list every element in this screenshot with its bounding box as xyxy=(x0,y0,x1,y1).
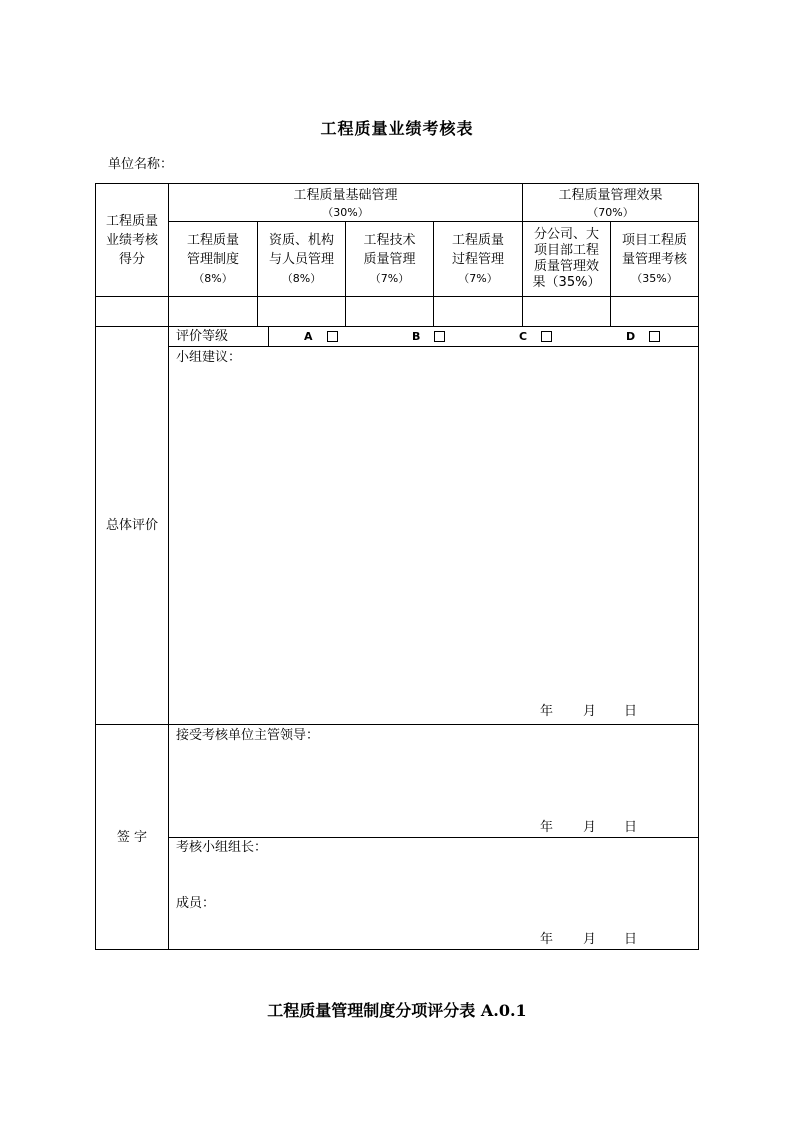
grade-b-option[interactable]: B xyxy=(412,329,445,345)
group-leader-label: 考核小组组长： xyxy=(176,840,268,855)
row-header-score: 工程质量业绩考核得分 xyxy=(105,213,158,267)
col-branch-effect: 分公司、大 项目部工程 质量管理效 果（35%） xyxy=(532,227,601,290)
grade-a-option[interactable]: A xyxy=(304,329,338,345)
leader-sign-date: 年 月 日 xyxy=(540,820,638,835)
group-basic-header: 工程质量基础管理 （30%） xyxy=(293,187,398,219)
checkbox-c[interactable] xyxy=(541,331,552,342)
group-effect-header: 工程质量管理效果 （70%） xyxy=(558,187,663,219)
col-tech-quality: 工程技术 质量管理 （7%） xyxy=(363,232,416,285)
members-label: 成员： xyxy=(176,896,216,911)
checkbox-a[interactable] xyxy=(327,331,338,342)
overall-date: 年 月 日 xyxy=(540,704,638,719)
overall-evaluation-label: 总体评价 xyxy=(105,518,158,533)
next-table-title: 工程质量管理制度分项评分表 A.0.1 xyxy=(267,1001,527,1020)
col-process-quality: 工程质量 过程管理 （7%） xyxy=(451,232,504,285)
checkbox-b[interactable] xyxy=(434,331,445,342)
grade-d-option[interactable]: D xyxy=(626,329,660,345)
suggestion-label: 小组建议： xyxy=(176,350,242,365)
leader-sign-label: 接受考核单位主管领导： xyxy=(176,728,320,743)
col-qualification: 资质、机构 与人员管理 （8%） xyxy=(268,232,334,285)
grade-c-option[interactable]: C xyxy=(519,329,552,345)
col-project-assessment: 项目工程质 量管理考核 （35%） xyxy=(621,232,687,285)
sign-label: 签 字 xyxy=(116,829,148,845)
unit-name-label: 单位名称： xyxy=(108,157,174,172)
grade-label: 评价等级 xyxy=(176,329,229,344)
checkbox-d[interactable] xyxy=(649,331,660,342)
col-quality-system: 工程质量 管理制度 （8%） xyxy=(186,232,239,285)
group-sign-date: 年 月 日 xyxy=(540,932,638,947)
form-title: 工程质量业绩考核表 xyxy=(320,119,474,138)
